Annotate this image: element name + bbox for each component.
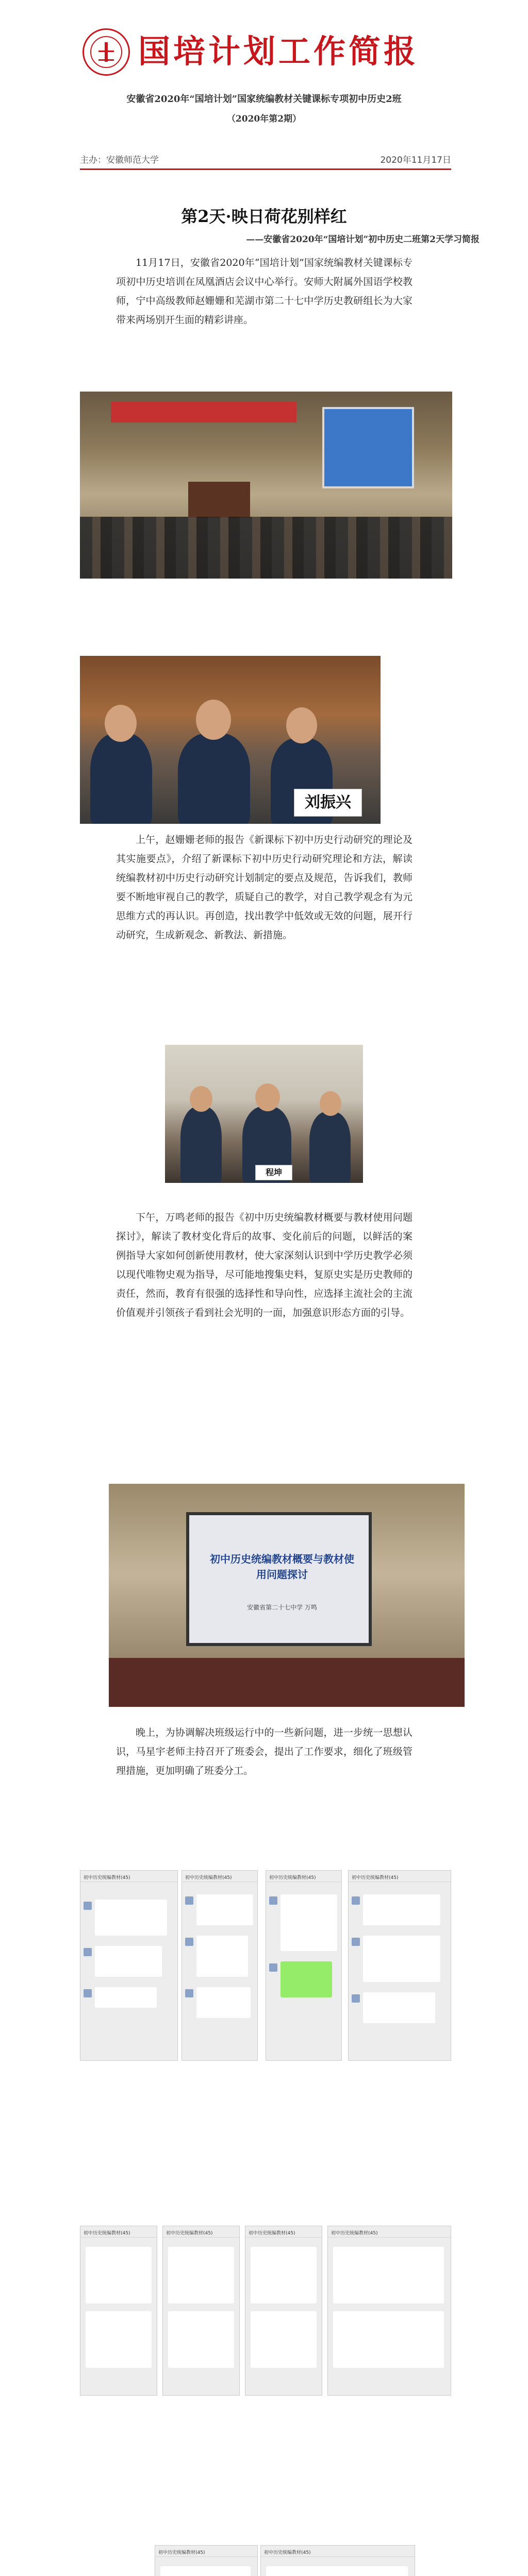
paragraph-morning: 上午，赵姗姗老师的报告《新课标下初中历史行动研究的理论及其实施要点》，介绍了新课标下初中历史行动研究理论和方法，解读统编教材初中历史行动研究计划制定的要点及规范，告诉我们，教师要不断地审视自己的教学，质疑自己的教学，对自己教学观念有为元思维方式的再认识。再创造，找出教学中低效或无效的问题，展开行动研究，生成新观念、新教法、新措施。 bbox=[116, 834, 412, 941]
nameplate-label: 刘振兴 bbox=[294, 789, 362, 817]
report-header bbox=[0, 0, 528, 175]
chat-screenshot-2: 初中历史统编教材(45) bbox=[182, 1870, 258, 2061]
chat-screenshot-6: 初中历史统编教材(45) bbox=[162, 2226, 240, 2396]
report-title: 国培计划工作简报 bbox=[138, 32, 419, 70]
article-subtitle: ——安徽省2020年“国培计划”初中历史二班第2天学习简报 bbox=[246, 234, 480, 245]
organizer: 主办：安徽师范大学 bbox=[80, 155, 159, 165]
presentation-slide-photo bbox=[109, 1484, 465, 1707]
chat-screenshot-8: 初中历史统编教材(45) bbox=[327, 2226, 451, 2396]
issue-number: （2020年第2期） bbox=[226, 114, 302, 124]
chat-title: 初中历史统编教材(45) bbox=[80, 1871, 177, 1882]
report-subtitle: 安徽省2020年“国培计划”国家统编教材关键课标专项初中历史2班 bbox=[126, 94, 402, 105]
university-seal-icon bbox=[82, 28, 130, 76]
chat-screenshot-10: 初中历史统编教材(45) bbox=[260, 2545, 415, 2576]
slide-title: 初中历史统编教材概要与教材使用问题探讨 bbox=[210, 1553, 354, 1581]
paragraph-opening: 11月17日，安徽省2020年“国培计划”国家统编教材关键课标专项初中历史培训在凤凰酒店会议中心举行。安师大附属外国语学校教师，宁中高级教师赵姗姗和芜湖市第二十七中学历史教研组长为大家带来两场别开生面的精彩讲座。 bbox=[116, 257, 412, 326]
chat-screenshot-7: 初中历史统编教材(45) bbox=[245, 2226, 322, 2396]
paragraph-afternoon: 下午，万鸣老师的报告《初中历史统编教材概要与教材使用问题探讨》，解读了教材变化背后的故事、变化前后的问题，以鲜活的案例指导大家如何创新使用教材，使大家深刻认识到中学历史教学必须以现代唯物史观为指导，尽可能地搜集史料，复原史实是历史教师的责任，然而，教育有很强的选择性和导向性，应选择主流社会的主流价值观并引领孩子看到社会光明的一面，加强意识形态方面的引导。 bbox=[116, 1212, 412, 1318]
chat-screenshot-3: 初中历史统编教材(45) bbox=[266, 1870, 342, 2061]
chat-screenshot-4: 初中历史统编教材(45) bbox=[348, 1870, 451, 2061]
attendees-photo bbox=[165, 1045, 363, 1183]
chat-screenshot-1 bbox=[80, 1870, 178, 2061]
chat-screenshot-5: 初中历史统编教材(45) bbox=[80, 2226, 157, 2396]
paragraph-evening: 晚上，为协调解决班级运行中的一些新问题，进一步统一思想认识，马星宇老师主持召开了班委会，提出了工作要求，细化了班级管理措施，更加明确了班委分工。 bbox=[116, 1727, 412, 1776]
conference-hall-photo bbox=[80, 392, 452, 579]
audience-photo bbox=[80, 656, 381, 824]
slide-author: 安徽省第二十七中学 万鸣 bbox=[247, 1604, 317, 1611]
header-divider bbox=[80, 168, 451, 170]
report-date: 2020年11月17日 bbox=[380, 155, 451, 165]
chat-screenshot-9: 初中历史统编教材(45) bbox=[155, 2545, 258, 2576]
nameplate-label-2: 程坤 bbox=[255, 1165, 292, 1180]
article-title: 第2天·映日荷花别样红 bbox=[181, 207, 347, 226]
